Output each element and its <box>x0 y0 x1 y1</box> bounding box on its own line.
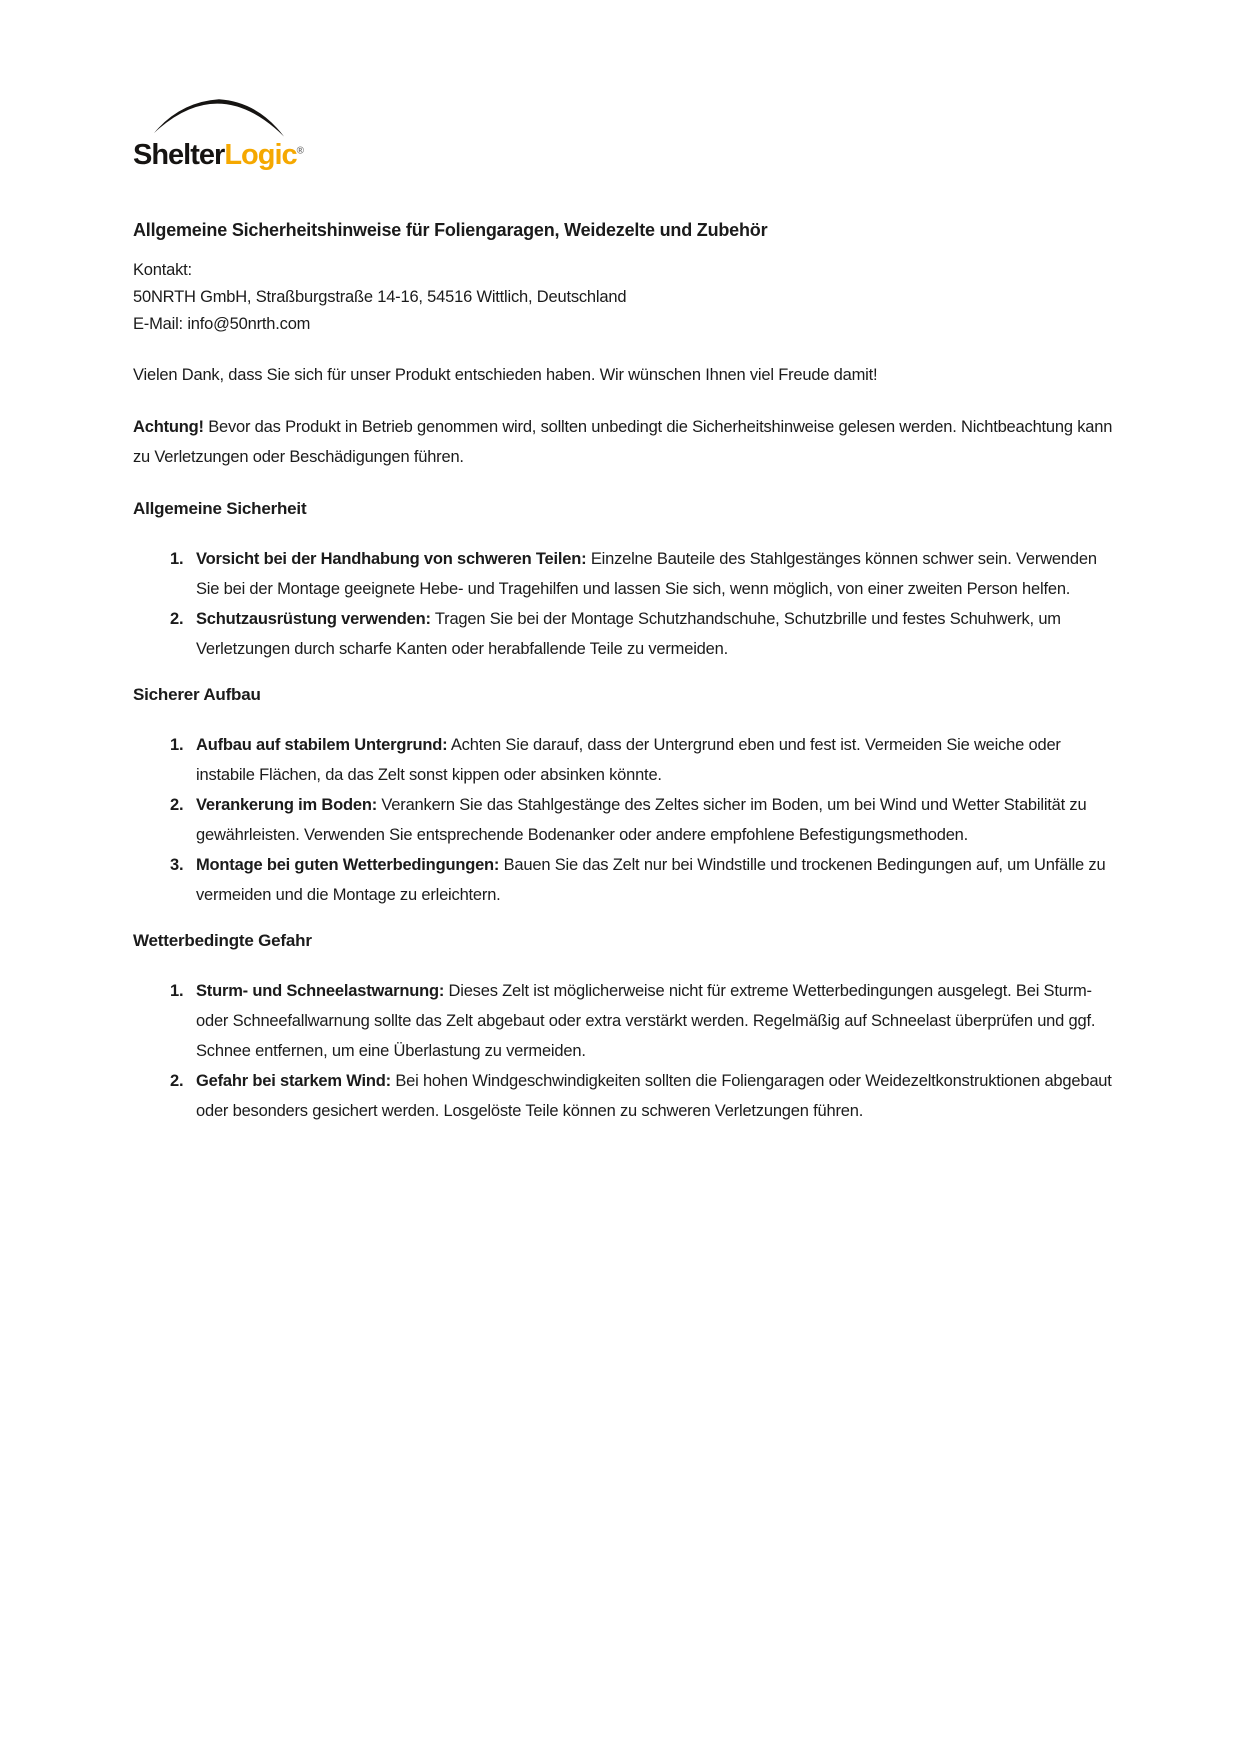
document-content <box>133 88 1118 1126</box>
page-title: Allgemeine Sicherheitshinweise für Foliengaragen, Weidezelte und Zubehör <box>133 219 768 240</box>
list-item-number: 1. <box>170 735 184 754</box>
list-item-text <box>196 544 1118 604</box>
contact-email-line: E-Mail: info@50nrth.com <box>133 314 311 333</box>
list-item-body: Bauen Sie das Zelt nur bei Windstille und trockenen Bedingungen auf, um Unfälle zu vermeiden und die Montage zu erleichtern. <box>196 855 1106 904</box>
arc-swoosh-icon <box>149 88 289 140</box>
list-item-number: 1. <box>170 549 184 568</box>
list-item-lead: Schutzausrüstung verwenden: <box>196 609 431 628</box>
list-item-number: 3. <box>170 855 184 874</box>
list-item-text <box>196 1066 1118 1126</box>
registered-trademark-symbol: ® <box>296 145 305 157</box>
contact-block <box>133 257 1118 338</box>
warning-paragraph <box>133 412 1118 472</box>
contact-label: Kontakt: <box>133 260 192 279</box>
list-item-text <box>196 850 1118 910</box>
list-item-text <box>196 604 1118 664</box>
list-item <box>170 790 1118 850</box>
list-item-body: Dieses Zelt ist möglicherweise nicht für extreme Wetterbedingungen ausgelegt. Bei Sturm- oder Schneefallwarnung sollte das Zelt abgebaut oder extra verstärkt werden. Regelmäßig auf Schneelast überprüfen und ggf. Schnee entfernen, um eine Überlastung zu vermeiden. <box>196 981 1096 1060</box>
list-item-number: 2. <box>170 1071 184 1090</box>
list-item <box>170 850 1118 910</box>
logo-word-shelter: Shelter <box>133 139 225 171</box>
intro-paragraph: Vielen Dank, dass Sie sich für unser Produkt entschieden haben. Wir wünschen Ihnen viel Freude damit! <box>133 365 878 384</box>
list-item-body: Bei hohen Windgeschwindigkeiten sollten die Foliengaragen oder Weidezeltkonstruktionen abgebaut oder besonders gesichert werden. Losgelöste Teile können zu schweren Verletzungen führen. <box>196 1071 1112 1120</box>
list-item-text <box>196 730 1118 790</box>
warning-text: Bevor das Produkt in Betrieb genommen wird, sollten unbedingt die Sicherheitshinweise gelesen werden. Nichtbeachtung kann zu Verletzungen oder Beschädigungen führen. <box>133 417 1113 466</box>
list-item-text <box>196 790 1118 850</box>
list-item-text <box>196 976 1118 1066</box>
list-item <box>170 544 1118 604</box>
list-item-number: 2. <box>170 609 184 628</box>
section-heading-sicherer-aufbau: Sicherer Aufbau <box>133 684 261 704</box>
list-item-body: Achten Sie darauf, dass der Untergrund eben und fest ist. Vermeiden Sie weiche oder instabile Flächen, da das Zelt sonst kippen oder absinken könnte. <box>196 735 1061 784</box>
list-item-lead: Montage bei guten Wetterbedingungen: <box>196 855 500 874</box>
section-list-sicherer-aufbau <box>170 730 1118 910</box>
contact-address-line: 50NRTH GmbH, Straßburgstraße 14-16, 54516 Wittlich, Deutschland <box>133 287 627 306</box>
shelterlogic-logo <box>133 88 323 172</box>
list-item-body: Einzelne Bauteile des Stahlgestänges können schwer sein. Verwenden Sie bei der Montage geeignete Hebe- und Tragehilfen und lassen Sie sich, wenn möglich, von einer zweiten Person helfen. <box>196 549 1097 598</box>
section-list-wetterbedingte-gefahr <box>170 976 1118 1126</box>
list-item-body: Verankern Sie das Stahlgestänge des Zeltes sicher im Boden, um bei Wind und Wetter Stabilität zu gewährleisten. Verwenden Sie entsprechende Bodenanker oder andere empfohlene Befestigungsmethoden. <box>196 795 1087 844</box>
list-item-lead: Verankerung im Boden: <box>196 795 378 814</box>
list-item-number: 2. <box>170 795 184 814</box>
list-item <box>170 730 1118 790</box>
section-list-allgemeine-sicherheit <box>170 544 1118 664</box>
section-heading-wetterbedingte-gefahr: Wetterbedingte Gefahr <box>133 930 312 950</box>
logo-wordmark <box>133 140 323 172</box>
section-heading-allgemeine-sicherheit: Allgemeine Sicherheit <box>133 498 307 518</box>
list-item <box>170 976 1118 1066</box>
list-item-lead: Gefahr bei starkem Wind: <box>196 1071 391 1090</box>
list-item-lead: Vorsicht bei der Handhabung von schweren Teilen: <box>196 549 587 568</box>
list-item-number: 1. <box>170 981 184 1000</box>
list-item-lead: Aufbau auf stabilem Untergrund: <box>196 735 448 754</box>
list-item <box>170 1066 1118 1126</box>
warning-lead: Achtung! <box>133 417 204 436</box>
list-item <box>170 604 1118 664</box>
logo-word-logic: Logic <box>224 139 297 171</box>
list-item-body: Tragen Sie bei der Montage Schutzhandschuhe, Schutzbrille und festes Schuhwerk, um Verletzungen durch scharfe Kanten oder herabfallende Teile zu vermeiden. <box>196 609 1061 658</box>
list-item-lead: Sturm- und Schneelastwarnung: <box>196 981 445 1000</box>
